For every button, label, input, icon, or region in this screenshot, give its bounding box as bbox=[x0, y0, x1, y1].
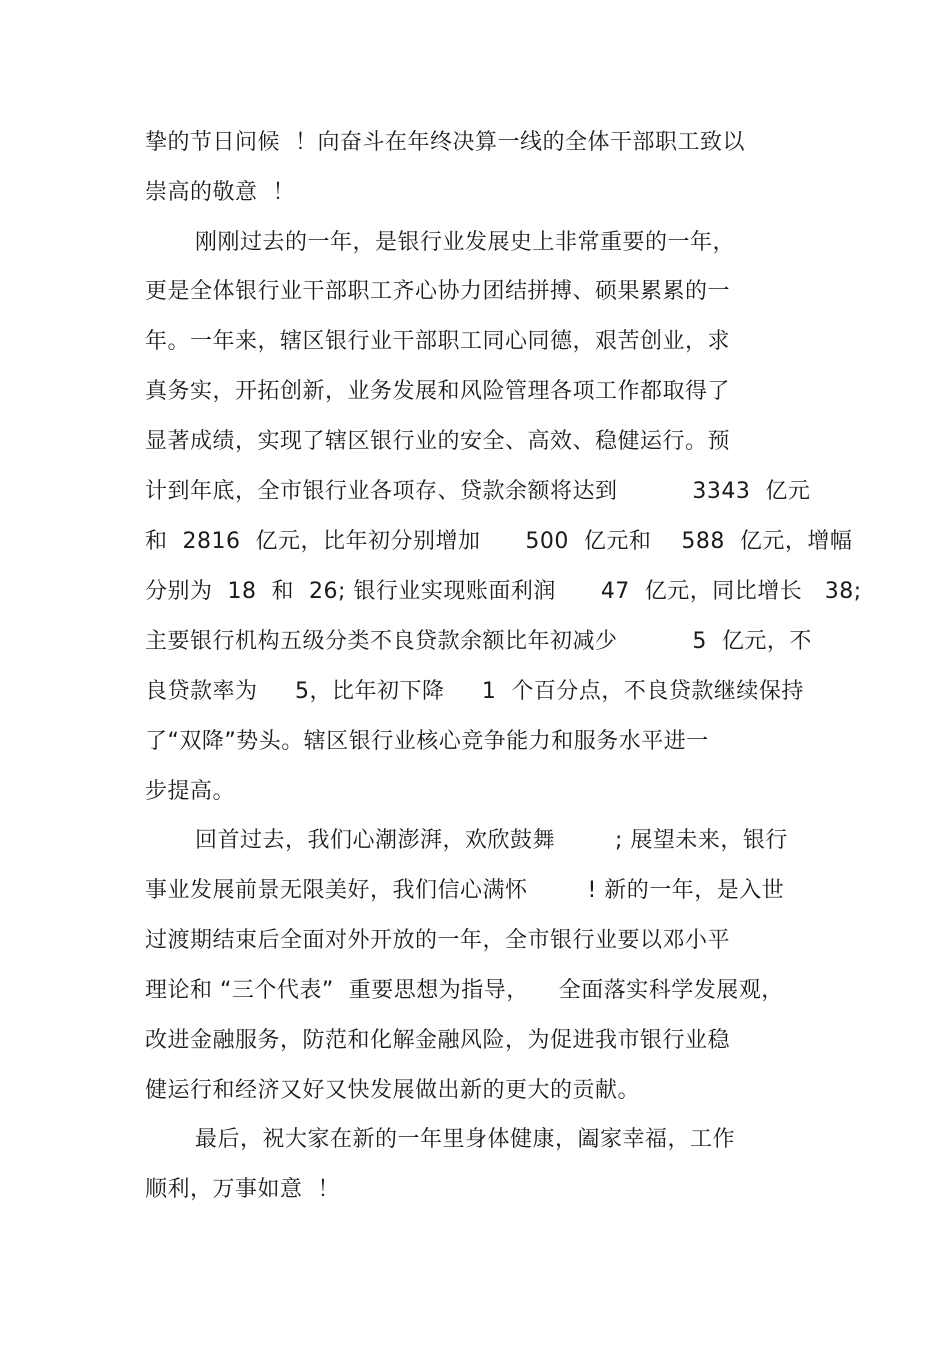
text-line: 计到年底，全市银行业各项存、贷款余额将达到 3343 亿元 bbox=[145, 479, 811, 504]
text-line: 事业发展前景无限美好，我们信心满怀 ! 新的一年，是入世 bbox=[145, 878, 785, 903]
text-line: 刚刚过去的一年，是银行业发展史上非常重要的一年， bbox=[195, 230, 736, 255]
text-line: 理论和 “三个代表” 重要思想为指导， 全面落实科学发展观， bbox=[145, 978, 784, 1003]
text-line: 分别为 18 和 26; 银行业实现账面利润 47 亿元，同比增长 38; bbox=[145, 579, 862, 604]
text-line: 健运行和经济又好又快发展做出新的更大的贡献。 bbox=[145, 1078, 641, 1103]
text-line: 和 2816 亿元，比年初分别增加 500 亿元和 588 亿元，增幅 bbox=[145, 529, 853, 554]
text-line: 步提高。 bbox=[145, 779, 236, 804]
text-line: 最后，祝大家在新的一年里身体健康，阖家幸福，工作 bbox=[195, 1127, 736, 1152]
text-line: 良贷款率为 5，比年初下降 1 个百分点，不良贷款继续保持 bbox=[145, 679, 804, 704]
text-line: 顺利，万事如意 ！ bbox=[145, 1177, 340, 1202]
text-line: 崇高的敬意 ！ bbox=[145, 180, 295, 205]
text-line: 更是全体银行业干部职工齐心协力团结拼搏、硕果累累的一 bbox=[145, 279, 731, 304]
text-line: 显著成绩，实现了辖区银行业的安全、高效、稳健运行。预 bbox=[145, 429, 731, 454]
text-line: 过渡期结束后全面对外开放的一年，全市银行业要以邓小平 bbox=[145, 928, 731, 953]
text-line: 了“双降”势头。辖区银行业核心竞争能力和服务水平进一 bbox=[145, 729, 709, 754]
text-line: 回首过去，我们心潮澎湃，欢欣鼓舞 ; 展望未来，银行 bbox=[195, 828, 788, 853]
text-line: 改进金融服务，防范和化解金融风险，为促进我市银行业稳 bbox=[145, 1028, 731, 1053]
text-line: 真务实，开拓创新，业务发展和风险管理各项工作都取得了 bbox=[145, 379, 731, 404]
text-line: 主要银行机构五级分类不良贷款余额比年初减少 5 亿元，不 bbox=[145, 629, 812, 654]
text-line: 挚的节日问候 ！向奋斗在年终决算一线的全体干部职工致以 bbox=[145, 130, 745, 155]
text-line: 年。一年来，辖区银行业干部职工同心同德，艰苦创业，求 bbox=[145, 329, 731, 354]
